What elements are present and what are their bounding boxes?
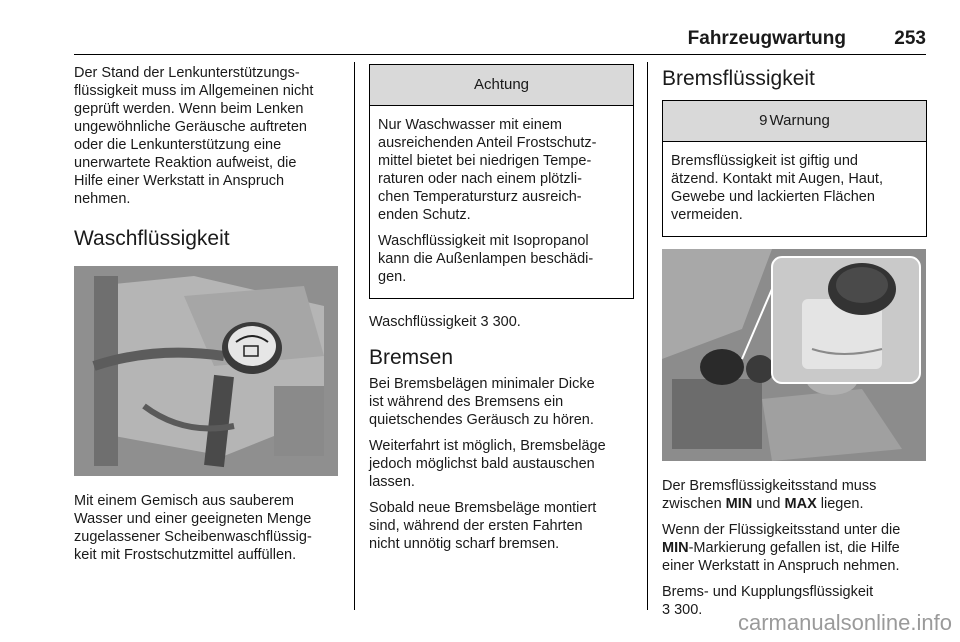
column-1	[74, 64, 342, 572]
warning-icon: 9	[759, 112, 768, 129]
section-title: Fahrzeugwartung	[687, 28, 846, 49]
brake-fluid-reservoir-photo	[662, 249, 926, 461]
caution-paragraph-2: Waschflüssigkeit mit Isopropanol kann die Außenlampen beschädi- gen.	[378, 233, 594, 285]
caution-box	[369, 64, 634, 299]
page-number: 253	[894, 28, 926, 49]
washer-fluid-heading: Waschflüssigkeit	[74, 227, 230, 250]
brake-fluid-heading: Bremsflüssigkeit	[662, 67, 815, 90]
text-run: Der Bremsflüssigkeitsstand muss zwischen	[662, 478, 877, 512]
reference-text: Waschflüssigkeit	[369, 314, 477, 330]
max-label: MAX	[784, 496, 817, 512]
warning-title: Warnung	[769, 112, 830, 129]
warning-text: Bremsflüssigkeit ist giftig und ätzend. Kontakt mit Augen, Haut, Gewebe und lackierten Flächen vermeiden.	[671, 153, 883, 223]
reference-page: 300.	[670, 602, 703, 618]
brakes-paragraph-1: Bei Bremsbelägen minimaler Dicke ist während des Bremsens ein quietschendes Geräusch zu hören.	[369, 376, 595, 428]
washer-reservoir-photo	[74, 266, 338, 476]
watermark: carmanualsonline.info	[737, 610, 952, 635]
warning-box	[662, 100, 927, 237]
text-run: liegen.	[816, 496, 864, 512]
column-divider-1	[354, 62, 355, 610]
brake-fluid-level-paragraph	[662, 477, 927, 513]
column-divider-2	[647, 62, 648, 610]
page-header	[74, 28, 926, 55]
steering-fluid-paragraph: Der Stand der Lenkunterstützungs- flüssigkeit muss im Allgemeinen nicht geprüft werden. Wenn beim Lenken ungewöhnliche Geräusche auftreten oder die Lenkunterstützung eine unerwartete Reaktion aufweist, die Hilfe einer Werkstatt in Anspruch nehmen.	[74, 65, 314, 207]
reference-page: 300.	[492, 314, 521, 330]
brakes-heading: Bremsen	[369, 346, 454, 369]
page-reference-symbol: 3	[480, 314, 489, 330]
washer-reservoir-illustration	[74, 266, 338, 476]
washer-fluid-instruction: Mit einem Gemisch aus sauberem Wasser und einer geeigneten Menge zugelassener Scheibenwaschflüssig- keit mit Frostschutzmittel auffüllen.	[74, 493, 312, 563]
text-run: Wenn der Flüssigkeitsstand unter die	[662, 522, 901, 538]
warning-body	[663, 142, 926, 236]
min-label: MIN	[662, 540, 689, 556]
brakes-paragraph-3: Sobald neue Bremsbeläge montiert sind, während der ersten Fahrten nicht unnötig scharf bremsen.	[369, 500, 597, 552]
min-label: MIN	[725, 496, 753, 512]
brake-reservoir-illustration	[662, 249, 926, 461]
warning-header	[663, 101, 926, 142]
caution-paragraph-1: Nur Waschwasser mit einem ausreichenden Anteil Frostschutz- mittel bietet bei niedrigen Tempe- raturen oder nach einem plötzli- chen Temperatursturz ausreich- enden Schutz.	[378, 117, 597, 223]
text-run: und	[752, 496, 785, 512]
brakes-paragraph-2: Weiterfahrt ist möglich, Bremsbeläge jedoch möglichst bald austauschen lassen.	[369, 438, 606, 490]
brake-fluid-low-paragraph	[662, 521, 927, 575]
washer-fluid-reference	[369, 313, 634, 331]
column-2	[369, 64, 634, 561]
text-run: Brems- und Kupplungsflüssigkeit	[662, 584, 874, 600]
column-3	[662, 64, 927, 627]
caution-title: Achtung	[370, 65, 633, 106]
text-run: -Markierung gefallen ist, die Hilfe einer Werkstatt in Anspruch nehmen.	[662, 540, 900, 574]
page-reference-symbol: 3	[662, 602, 671, 618]
caution-body	[370, 106, 633, 298]
